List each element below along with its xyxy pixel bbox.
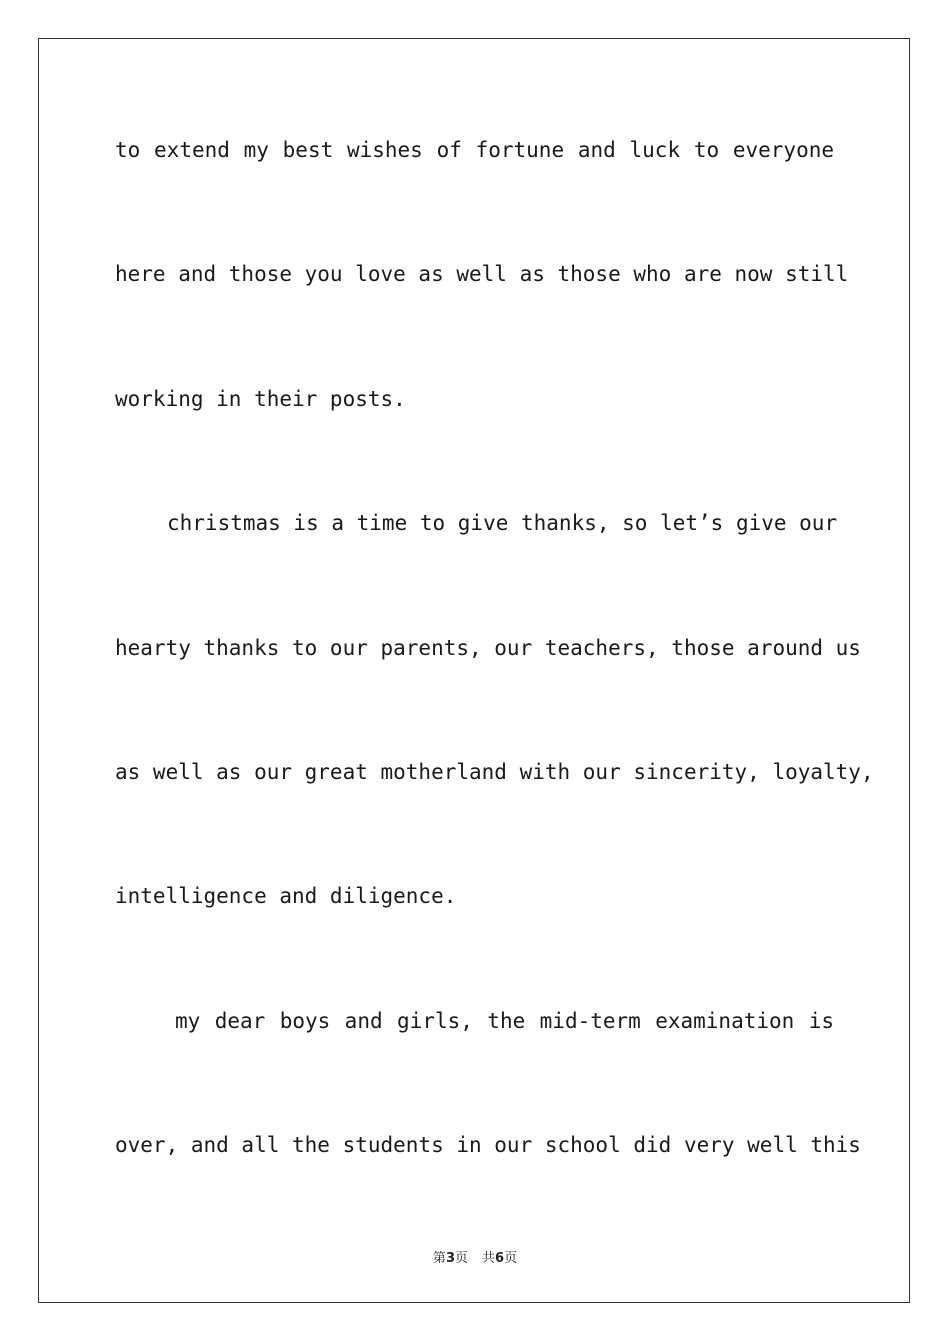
total-page-count: 6 xyxy=(495,1251,505,1266)
text-line: over, and all the students in our school did very well this xyxy=(115,1133,861,1157)
page-prefix: 第 xyxy=(432,1251,446,1266)
page-number-footer xyxy=(0,1247,950,1266)
paragraph-start-line: my dear boys and girls, the mid-term examination is xyxy=(175,1009,834,1033)
text-line: as well as our great motherland with our sincerity, loyalty, xyxy=(115,760,874,784)
page-border xyxy=(38,38,910,1303)
text-line: intelligence and diligence. xyxy=(115,884,457,908)
text-line: here and those you love as well as those who are now still xyxy=(115,262,849,286)
text-line: to extend my best wishes of fortune and luck to everyone xyxy=(115,138,834,162)
current-page-number: 3 xyxy=(445,1251,455,1266)
page-suffix: 页 xyxy=(454,1251,468,1266)
total-suffix: 页 xyxy=(504,1251,518,1266)
text-line: working in their posts. xyxy=(115,387,406,411)
total-prefix: 共 xyxy=(482,1251,496,1266)
paragraph-start-line: christmas is a time to give thanks, so let’s give our xyxy=(167,511,838,535)
text-line: hearty thanks to our parents, our teachers, those around us xyxy=(115,636,861,660)
